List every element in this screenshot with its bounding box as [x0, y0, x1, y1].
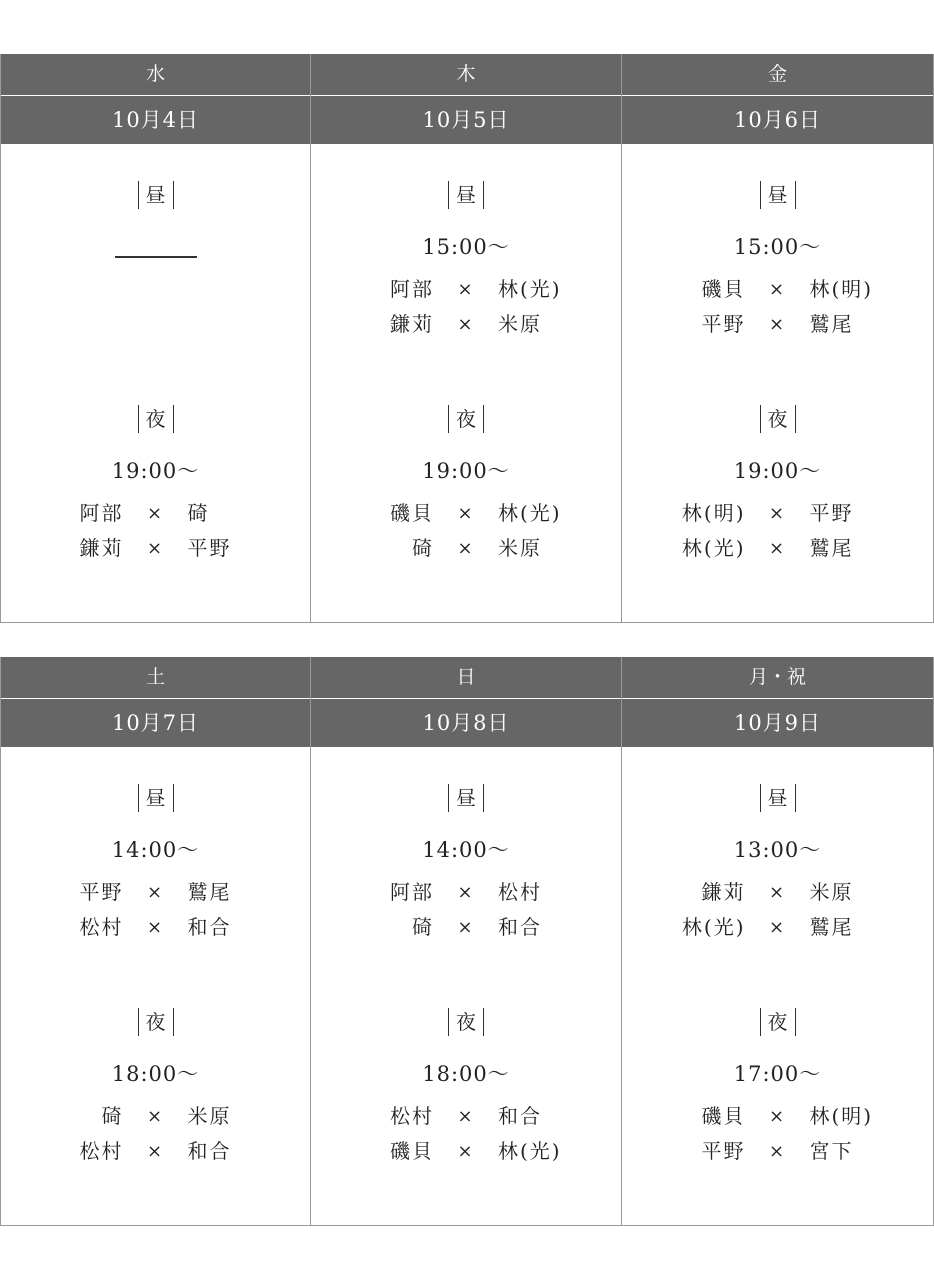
matinee-time: 14:00〜 — [111, 838, 200, 862]
player-b: 米原 — [498, 536, 542, 560]
label-left-bar — [138, 1008, 139, 1036]
match-row — [622, 910, 933, 945]
versus-mark: × — [146, 882, 165, 903]
matinee-label — [1, 783, 310, 813]
versus-mark: × — [146, 1141, 165, 1162]
player-b: 鷲尾 — [809, 915, 854, 939]
player-b: 鷲尾 — [809, 536, 854, 560]
match-row — [311, 531, 621, 566]
match-row — [1, 531, 310, 566]
label-right-bar — [173, 784, 174, 812]
date-header: 10月5日 — [311, 96, 621, 144]
day-body — [311, 747, 621, 1226]
versus-mark: × — [146, 503, 165, 524]
date-header: 10月6日 — [622, 96, 933, 144]
label-left-bar — [448, 405, 449, 433]
evening-matches — [1, 496, 310, 566]
match-row — [311, 496, 621, 531]
day-column — [622, 54, 934, 623]
label-right-bar — [173, 405, 174, 433]
matinee-label — [311, 180, 621, 210]
match-row — [311, 272, 621, 307]
versus-mark: × — [146, 917, 165, 938]
evening-matches — [311, 1099, 621, 1169]
matinee-matches — [311, 272, 621, 342]
player-a: 林(明) — [681, 501, 746, 525]
player-a: 松村 — [79, 1139, 124, 1163]
player-b: 林(光) — [498, 1139, 562, 1163]
player-a: 鎌苅 — [79, 536, 124, 560]
matinee-label-text: 昼 — [145, 183, 166, 207]
versus-mark: × — [768, 279, 787, 300]
label-left-bar — [138, 784, 139, 812]
matinee-label — [622, 180, 933, 210]
evening-time: 18:00〜 — [422, 1062, 510, 1086]
evening-section — [622, 404, 933, 628]
versus-mark: × — [457, 538, 475, 559]
evening-section — [311, 404, 621, 628]
label-right-bar — [173, 181, 174, 209]
match-row — [622, 272, 933, 307]
matinee-matches — [622, 875, 933, 945]
label-right-bar — [483, 1008, 484, 1036]
player-a: 碕 — [412, 915, 434, 939]
label-right-bar — [795, 784, 796, 812]
evening-label — [311, 1007, 621, 1037]
player-a: 阿部 — [79, 501, 124, 525]
player-a: 碕 — [101, 1104, 124, 1128]
matinee-label — [622, 783, 933, 813]
match-row — [311, 307, 621, 342]
matinee-label-text: 昼 — [767, 786, 788, 810]
player-b: 鷲尾 — [809, 312, 854, 336]
label-left-bar — [760, 784, 761, 812]
matinee-matches — [622, 272, 933, 342]
player-a: 鎌苅 — [390, 312, 434, 336]
evening-label — [311, 404, 621, 434]
player-b: 米原 — [498, 312, 542, 336]
player-a: 平野 — [701, 1139, 746, 1163]
day-of-week-header: 金 — [622, 54, 933, 96]
evening-label — [1, 1007, 310, 1037]
player-b: 米原 — [187, 1104, 232, 1128]
day-of-week-header: 月・祝 — [622, 657, 933, 699]
day-body — [1, 144, 310, 623]
date-header: 10月9日 — [622, 699, 933, 747]
evening-label-text: 夜 — [767, 1010, 788, 1034]
versus-mark: × — [146, 1106, 165, 1127]
versus-mark: × — [768, 503, 787, 524]
player-a: 磯貝 — [701, 277, 746, 301]
versus-mark: × — [457, 503, 475, 524]
player-b: 松村 — [498, 880, 542, 904]
matinee-time: 15:00〜 — [422, 235, 510, 259]
evening-label-text: 夜 — [145, 1010, 166, 1034]
player-b: 林(光) — [498, 277, 562, 301]
matinee-time: 14:00〜 — [422, 838, 510, 862]
player-b: 碕 — [187, 501, 210, 525]
player-a: 松村 — [79, 915, 124, 939]
player-a: 松村 — [390, 1104, 434, 1128]
player-a: 阿部 — [390, 880, 434, 904]
label-left-bar — [448, 181, 449, 209]
player-b: 鷲尾 — [187, 880, 232, 904]
versus-mark: × — [768, 314, 787, 335]
evening-section — [1, 1007, 310, 1231]
evening-matches — [622, 496, 933, 566]
versus-mark: × — [768, 917, 787, 938]
day-column — [622, 657, 934, 1226]
label-right-bar — [483, 784, 484, 812]
player-b: 林(明) — [809, 1104, 874, 1128]
versus-mark: × — [768, 538, 787, 559]
match-row — [311, 1134, 621, 1169]
label-right-bar — [483, 405, 484, 433]
day-column — [311, 657, 622, 1226]
versus-mark: × — [146, 538, 165, 559]
evening-matches — [1, 1099, 310, 1169]
day-body — [622, 144, 933, 623]
player-a: 平野 — [701, 312, 746, 336]
label-left-bar — [760, 1008, 761, 1036]
player-b: 和合 — [498, 1104, 542, 1128]
matinee-matches — [1, 875, 310, 945]
matinee-label — [311, 783, 621, 813]
match-row — [311, 910, 621, 945]
versus-mark: × — [457, 1106, 475, 1127]
evening-label — [622, 1007, 933, 1037]
player-b: 林(光) — [498, 501, 562, 525]
schedule-table-week-1 — [0, 54, 934, 623]
matinee-label-text: 昼 — [456, 183, 476, 207]
player-b: 平野 — [809, 501, 854, 525]
versus-mark: × — [457, 917, 475, 938]
player-b: 和合 — [187, 1139, 232, 1163]
match-row — [1, 496, 310, 531]
day-column — [311, 54, 622, 623]
day-body — [622, 747, 933, 1226]
versus-mark: × — [457, 1141, 475, 1162]
evening-time: 19:00〜 — [422, 459, 510, 483]
match-row — [1, 910, 310, 945]
match-row — [1, 875, 310, 910]
label-right-bar — [795, 1008, 796, 1036]
date-header: 10月7日 — [1, 699, 310, 747]
matinee-time: 13:00〜 — [733, 838, 822, 862]
label-left-bar — [760, 181, 761, 209]
versus-mark: × — [768, 1106, 787, 1127]
matinee-time: 15:00〜 — [733, 235, 822, 259]
match-row — [622, 1134, 933, 1169]
label-right-bar — [173, 1008, 174, 1036]
versus-mark: × — [457, 279, 475, 300]
player-a: 磯貝 — [390, 1139, 434, 1163]
day-column — [0, 54, 311, 623]
player-b: 和合 — [187, 915, 232, 939]
match-row — [622, 531, 933, 566]
player-a: 阿部 — [390, 277, 434, 301]
match-row — [1, 1099, 310, 1134]
label-right-bar — [795, 405, 796, 433]
matinee-label-text: 昼 — [456, 786, 476, 810]
day-of-week-header: 日 — [311, 657, 621, 699]
label-left-bar — [448, 784, 449, 812]
matinee-section — [622, 783, 933, 1007]
label-right-bar — [483, 181, 484, 209]
label-left-bar — [448, 1008, 449, 1036]
versus-mark: × — [457, 882, 475, 903]
versus-mark: × — [768, 882, 787, 903]
player-a: 林(光) — [681, 536, 746, 560]
matinee-section — [622, 180, 933, 404]
label-left-bar — [760, 405, 761, 433]
player-a: 林(光) — [681, 915, 746, 939]
evening-label-text: 夜 — [767, 407, 788, 431]
evening-time: 19:00〜 — [733, 459, 822, 483]
match-row — [622, 875, 933, 910]
match-row — [622, 1099, 933, 1134]
player-a: 鎌苅 — [701, 880, 746, 904]
player-b: 宮下 — [809, 1139, 854, 1163]
evening-label-text: 夜 — [456, 407, 476, 431]
matinee-section — [311, 783, 621, 1007]
player-b: 林(明) — [809, 277, 874, 301]
day-of-week-header: 土 — [1, 657, 310, 699]
day-of-week-header: 水 — [1, 54, 310, 96]
evening-time: 18:00〜 — [111, 1062, 200, 1086]
matinee-label — [1, 180, 310, 210]
player-a: 平野 — [79, 880, 124, 904]
player-a: 磯貝 — [390, 501, 434, 525]
evening-label — [1, 404, 310, 434]
player-a: 磯貝 — [701, 1104, 746, 1128]
label-right-bar — [795, 181, 796, 209]
matinee-section — [311, 180, 621, 404]
evening-time: 17:00〜 — [733, 1062, 822, 1086]
matinee-label-text: 昼 — [767, 183, 788, 207]
match-row — [311, 875, 621, 910]
player-a: 碕 — [412, 536, 434, 560]
matinee-section — [1, 783, 310, 1007]
evening-label-text: 夜 — [145, 407, 166, 431]
label-left-bar — [138, 405, 139, 433]
schedule-table-week-2 — [0, 657, 934, 1226]
player-b: 米原 — [809, 880, 854, 904]
no-performance-dash — [115, 256, 197, 258]
label-left-bar — [138, 181, 139, 209]
matinee-section — [1, 180, 310, 404]
day-column — [0, 657, 311, 1226]
player-b: 平野 — [187, 536, 232, 560]
evening-matches — [622, 1099, 933, 1169]
matinee-label-text: 昼 — [145, 786, 166, 810]
day-body — [1, 747, 310, 1226]
date-header: 10月4日 — [1, 96, 310, 144]
evening-time: 19:00〜 — [111, 459, 200, 483]
evening-section — [311, 1007, 621, 1231]
match-row — [622, 307, 933, 342]
player-b: 和合 — [498, 915, 542, 939]
day-body — [311, 144, 621, 623]
matinee-matches — [311, 875, 621, 945]
evening-label-text: 夜 — [456, 1010, 476, 1034]
versus-mark: × — [768, 1141, 787, 1162]
match-row — [311, 1099, 621, 1134]
day-of-week-header: 木 — [311, 54, 621, 96]
versus-mark: × — [457, 314, 475, 335]
evening-section — [622, 1007, 933, 1231]
evening-matches — [311, 496, 621, 566]
date-header: 10月8日 — [311, 699, 621, 747]
match-row — [622, 496, 933, 531]
match-row — [1, 1134, 310, 1169]
evening-label — [622, 404, 933, 434]
evening-section — [1, 404, 310, 628]
